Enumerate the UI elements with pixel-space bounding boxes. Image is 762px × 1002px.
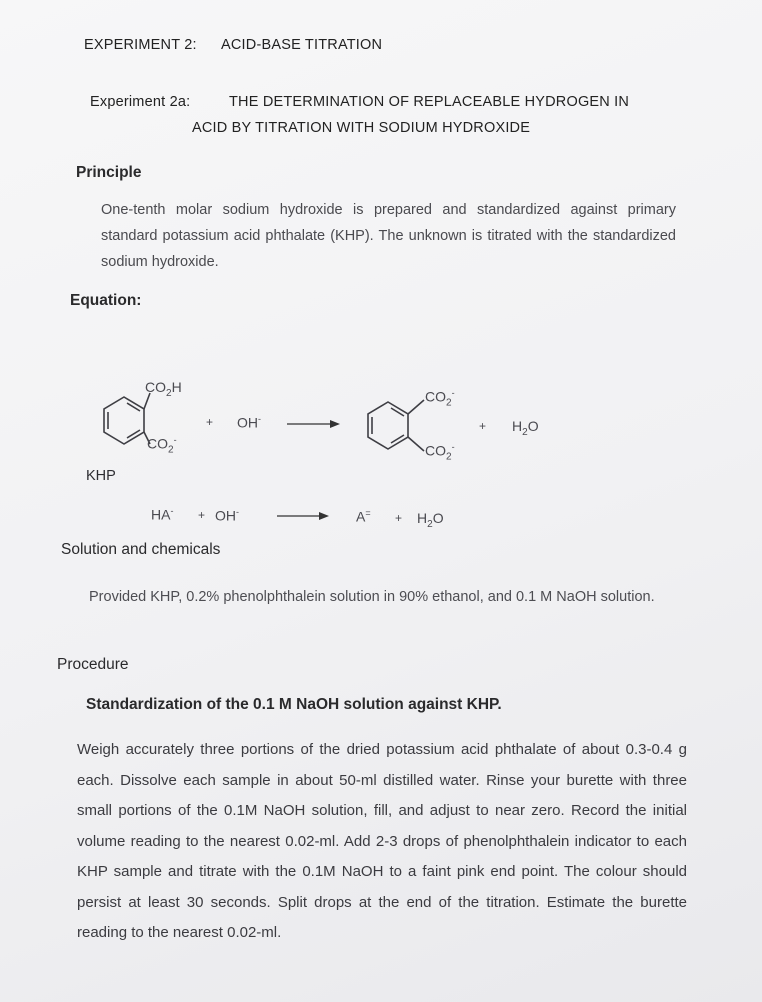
a-ion: A= — [356, 508, 371, 525]
equation-heading: Equation: — [70, 292, 142, 309]
procedure-text: Weigh accurately three portions of the dried potassium acid phthalate of about 0.3-0.4 g each. Dissolve each sample in about 50-ml distilled water. Rinse your burette with three small portions of the 0.1M NaOH solution, fill, and adjust to near zero. Record the initial volume reading to the nearest 0.02-ml. Add 2-3 drops of phenolphthalein indicator to each KHP sample and titrate with the 0.1M NaOH to a faint pink end point. The colour should persist at least 30 seconds. Split drops at the end of the titration. Estimate the burette reading to the nearest 0.02-ml. — [77, 741, 687, 941]
benzene-ring-product — [368, 400, 424, 451]
simple-reaction-arrow — [277, 512, 329, 520]
hydroxide-ion: OH- — [237, 414, 261, 431]
sub-experiment-title-line1: THE DETERMINATION OF REPLACEABLE HYDROGEN IN — [229, 94, 630, 110]
product-carboxylate-bottom: $CO_2^-$ — [425, 442, 455, 463]
khp-label: KHP — [86, 468, 116, 484]
principle-heading: Principle — [76, 164, 142, 181]
solutions-text: Provided KHP, 0.2% phenolphthalein solution in 90% ethanol, and 0.1 M NaOH solution. — [89, 589, 655, 605]
simple-water: $H_2O$ — [417, 510, 444, 530]
reactant-carboxyl-group: $CO_2H$ — [145, 379, 182, 399]
procedure-heading: Procedure — [57, 656, 129, 673]
simple-hydroxide: OH- — [215, 507, 239, 524]
sub-experiment-number: Experiment 2a: — [90, 94, 191, 110]
ha-ion: HA- — [151, 506, 174, 523]
procedure-subheading: Standardization of the 0.1 M NaOH solution against KHP. — [86, 696, 502, 713]
simple-plus-sign: + — [198, 508, 206, 522]
solutions-heading: Solution and chemicals — [61, 541, 221, 558]
reaction-arrow — [287, 420, 340, 428]
reactant-carboxylate-group: $CO_2^-$ — [147, 435, 177, 456]
plus-sign: + — [206, 415, 214, 429]
simple-plus-sign-2: + — [395, 511, 403, 525]
experiment-number: EXPERIMENT 2: — [84, 37, 197, 53]
benzene-ring-reactant — [104, 393, 150, 444]
water-product: $H_2O$ — [512, 418, 539, 438]
experiment-title: ACID-BASE TITRATION — [221, 37, 383, 53]
sub-experiment-title-line2: ACID BY TITRATION WITH SODIUM HYDROXIDE — [192, 120, 531, 136]
product-carboxylate-top: $CO_2^-$ — [425, 388, 455, 409]
principle-text: One-tenth molar sodium hydroxide is prepared and standardized against primary standard potassium acid phthalate (KHP). The unknown is titrated with the standardized sodium hydroxide. — [101, 202, 676, 270]
plus-sign-2: + — [479, 419, 487, 433]
